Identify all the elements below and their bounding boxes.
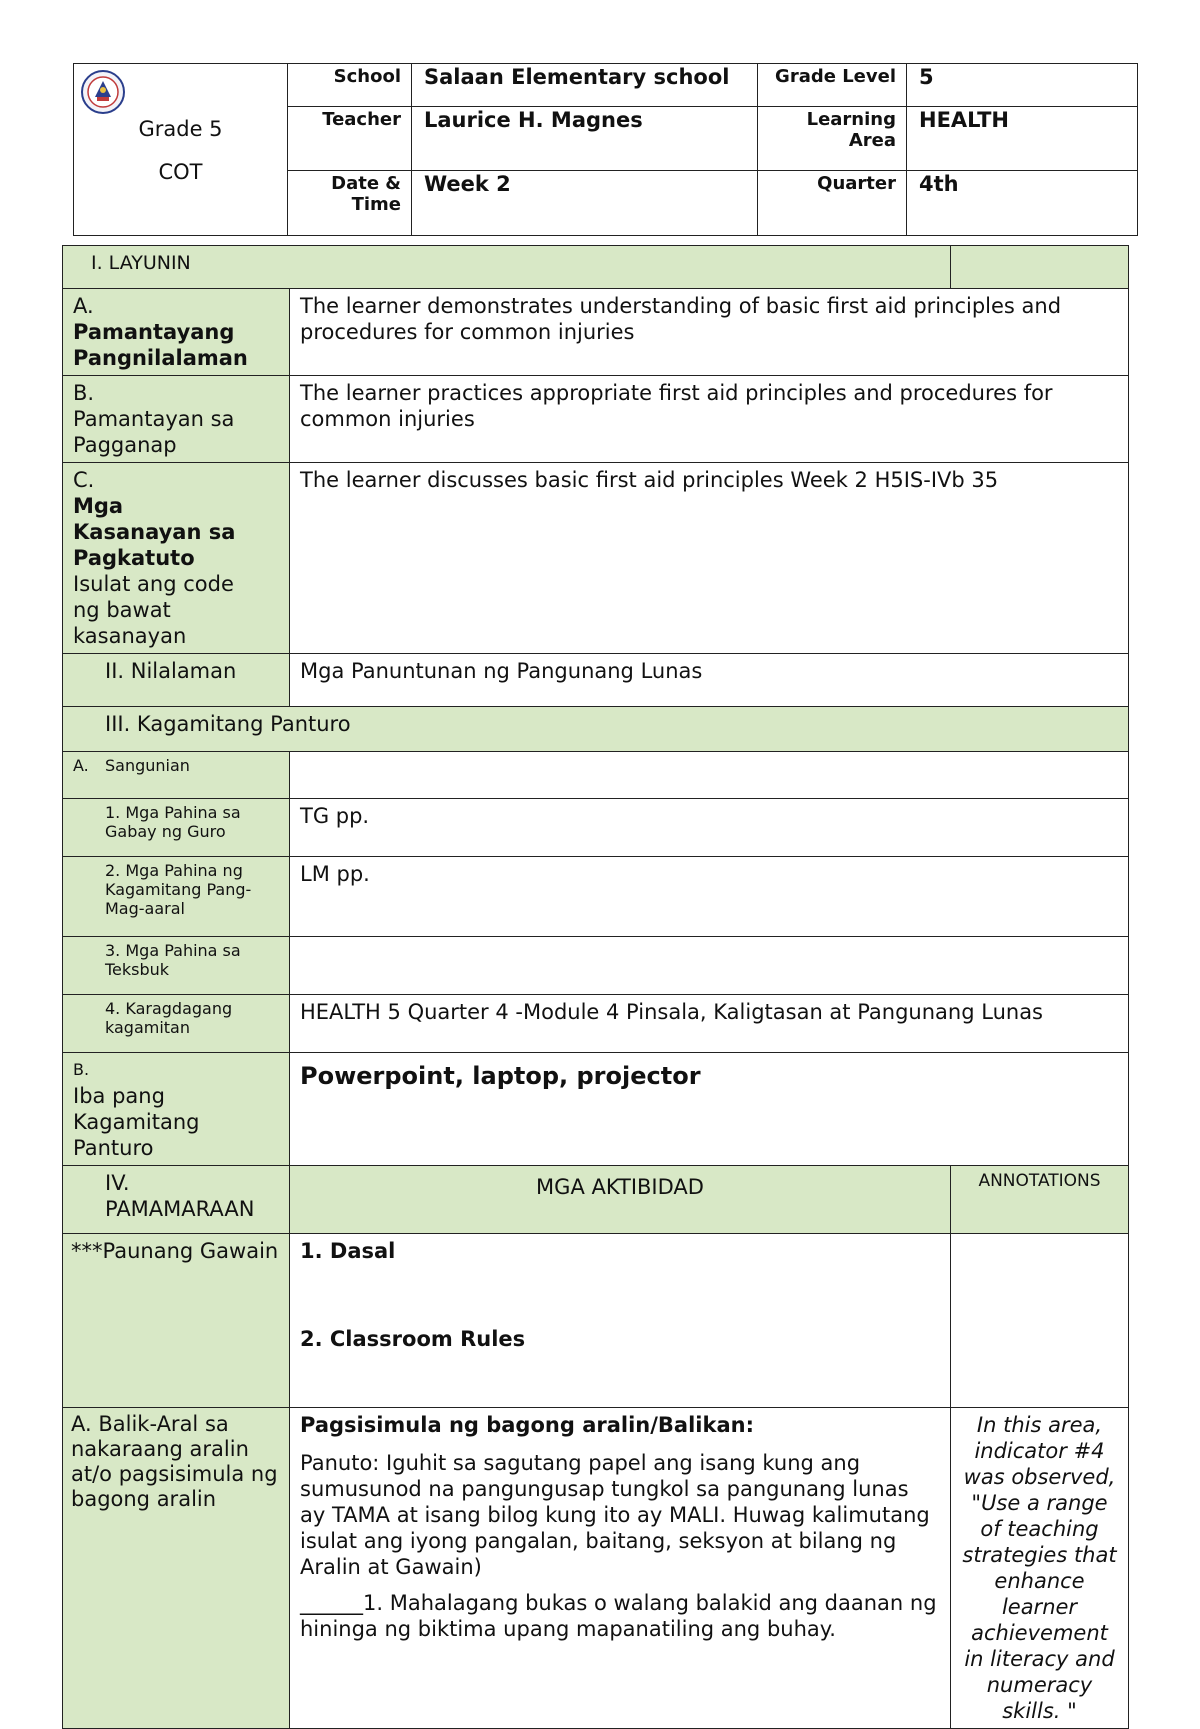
quarter-value: 4th xyxy=(907,170,1138,235)
nilalaman-label: II. Nilalaman xyxy=(63,654,290,707)
teksbuk-text xyxy=(290,937,1129,995)
teacher-value: Laurice H. Magnes xyxy=(412,107,758,170)
pamamaraan-label: IV. PAMAMARAAN xyxy=(63,1166,290,1234)
kagamitan-heading: III. Kagamitang Panturo xyxy=(63,707,1129,752)
iba-pang-kagamitan-text: Powerpoint, laptop, projector xyxy=(290,1053,1129,1166)
kasanayan-text: The learner discusses basic first aid principles Week 2 H5IS-IVb 35 xyxy=(290,463,1129,654)
balik-aral-title: Pagsisimula ng bagong aralin/Balikan: xyxy=(300,1413,754,1437)
balik-aral-label: A. Balik-Aral sa nakaraang aralin at/o pagsisimula ng bagong aralin xyxy=(63,1408,290,1729)
gabay-guro-text: TG pp. xyxy=(290,799,1129,857)
learning-area-label: Learning Area xyxy=(758,107,907,170)
iba-pang-kagamitan-label: B.Iba pang Kagamitang Panturo xyxy=(63,1053,290,1166)
layunin-heading: I. LAYUNIN xyxy=(63,246,951,289)
pamantayan-pagganap-label: B.Pamantayan sa Pagganap xyxy=(63,376,290,463)
kasanayan-label: C.Mga Kasanayan sa Pagkatuto Isulat ang code ng bawat kasanayan xyxy=(63,463,290,654)
balik-aral-instructions: Panuto: Iguhit sa sagutang papel ang isang kung ang sumusunod na pangungusap tungkol sa pangunang lunas ay TAMA at isang bilog kung ito ay MALI. Huwag kalimutang isulat ang iyong pangalan, baitang, seksyon at bilang ng Aralin at Gawain) xyxy=(300,1451,930,1579)
date-value: Week 2 xyxy=(412,170,758,235)
balik-aral-annotation: In this area, indicator #4 was observed, "Use a range of teaching strategies that enhance learner achievement in literacy and numeracy skills. " xyxy=(951,1408,1129,1729)
balik-aral-item-1: ______1. Mahalagang bukas o walang balakid ang daanan ng hininga ng biktima upang mapanatiling ang buhay. xyxy=(300,1591,937,1641)
layunin-heading-blank xyxy=(951,246,1129,289)
kagamitang-mag-aaral-label: 2. Mga Pahina ng Kagamitang Pang-Mag-aaral xyxy=(63,857,290,937)
gabay-guro-label: 1. Mga Pahina sa Gabay ng Guro xyxy=(63,799,290,857)
paunang-gawain-label: ***Paunang Gawain xyxy=(63,1234,290,1408)
nilalaman-text: Mga Panuntunan ng Pangunang Lunas xyxy=(290,654,1129,707)
quarter-label: Quarter xyxy=(758,170,907,235)
sangunian-blank xyxy=(290,752,1129,799)
header-table xyxy=(73,63,1138,236)
pamantayang-pangnilalaman-text: The learner demonstrates understanding of basic first aid principles and procedures for common injuries xyxy=(290,289,1129,376)
pamantayan-pagganap-text: The learner practices appropriate first aid principles and procedures for common injuries xyxy=(290,376,1129,463)
learning-area-value: HEALTH xyxy=(907,107,1138,170)
grade-level-value: 5 xyxy=(907,64,1138,107)
lesson-plan-table xyxy=(62,245,1129,1729)
paunang-annotation-blank xyxy=(951,1234,1129,1408)
kagamitang-mag-aaral-text: LM pp. xyxy=(290,857,1129,937)
school-label: School xyxy=(288,64,412,107)
grade-title: Grade 5 xyxy=(138,117,223,141)
mga-aktibidad-heading: MGA AKTIBIDAD xyxy=(290,1166,951,1234)
balik-aral-content xyxy=(290,1408,951,1729)
grade-level-label: Grade Level xyxy=(758,64,907,107)
teacher-label: Teacher xyxy=(288,107,412,170)
teksbuk-label: 3. Mga Pahina sa Teksbuk xyxy=(63,937,290,995)
cot-title: COT xyxy=(158,160,203,184)
annotations-heading: ANNOTATIONS xyxy=(951,1166,1129,1234)
pamantayang-pangnilalaman-label: A.Pamantayang Pangnilalaman xyxy=(63,289,290,376)
date-time-label: Date & Time xyxy=(288,170,412,235)
classroom-rules-item: 2. Classroom Rules xyxy=(300,1327,526,1351)
karagdagang-label: 4. Karagdagang kagamitan xyxy=(63,995,290,1053)
paunang-gawain-content xyxy=(290,1234,951,1408)
dasal-item: 1. Dasal xyxy=(300,1239,396,1263)
header-logo-cell xyxy=(74,64,288,236)
karagdagang-text: HEALTH 5 Quarter 4 -Module 4 Pinsala, Kaligtasan at Pangunang Lunas xyxy=(290,995,1129,1053)
school-value: Salaan Elementary school xyxy=(412,64,758,107)
sangunian-label: A. Sangunian xyxy=(63,752,290,799)
